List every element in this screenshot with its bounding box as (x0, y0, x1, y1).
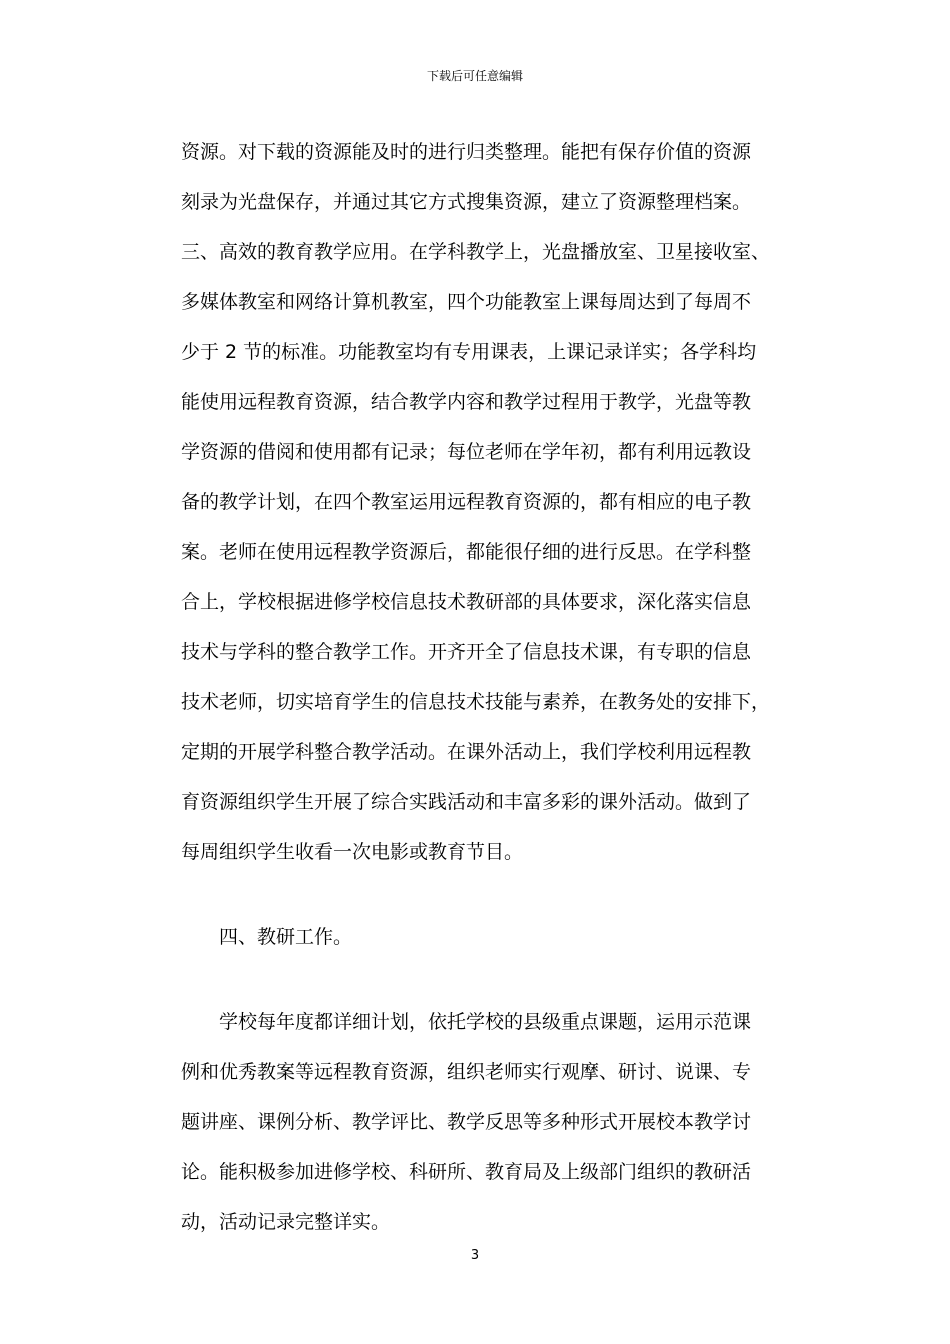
text-line: 论。能积极参加进修学校、科研所、教育局及上级部门组织的教研活 (181, 1161, 752, 1183)
paragraph-resources-application (181, 127, 771, 877)
text-line: 三、高效的教育教学应用。在学科教学上，光盘播放室、卫星接收室、 (181, 241, 771, 263)
paragraph-gap (181, 877, 771, 912)
text-line: 定期的开展学科整合教学活动。在课外活动上，我们学校利用远程教 (181, 741, 752, 763)
text-line: 技术与学科的整合教学工作。开齐开全了信息技术课，有专职的信息 (181, 641, 752, 663)
text-line: 资源。对下载的资源能及时的进行归类整理。能把有保存价值的资源 (181, 141, 752, 163)
paragraph-gap (181, 962, 771, 997)
text-line: 每周组织学生收看一次电影或教育节目。 (181, 841, 524, 863)
text-line: 少于 2 节的标准。功能教室均有专用课表，上课记录详实；各学科均 (181, 341, 757, 363)
section-heading-research (181, 912, 771, 962)
text-line: 案。老师在使用远程教学资源后，都能很仔细的进行反思。在学科整 (181, 541, 752, 563)
page-number: 3 (470, 1248, 480, 1263)
text-line: 题讲座、课例分析、教学评比、教学反思等多种形式开展校本教学讨 (181, 1111, 752, 1133)
text-line: 育资源组织学生开展了综合实践活动和丰富多彩的课外活动。做到了 (181, 791, 752, 813)
text-line: 学资源的借阅和使用都有记录；每位老师在学年初，都有利用远教设 (181, 441, 752, 463)
paragraph-research-work (181, 997, 771, 1247)
text-line: 备的教学计划，在四个教室运用远程教育资源的，都有相应的电子教 (181, 491, 752, 513)
text-line: 合上，学校根据进修学校信息技术教研部的具体要求，深化落实信息 (181, 591, 752, 613)
text-line: 刻录为光盘保存，并通过其它方式搜集资源，建立了资源整理档案。 (181, 191, 752, 213)
text-line: 能使用远程教育资源，结合教学内容和教学过程用于教学，光盘等教 (181, 391, 752, 413)
page-header: 下载后可任意编辑 (426, 69, 523, 83)
document-body (181, 127, 771, 1247)
text-line: 例和优秀教案等远程教育资源，组织老师实行观摩、研讨、说课、专 (181, 1061, 752, 1083)
text-line: 多媒体教室和网络计算机教室，四个功能教室上课每周达到了每周不 (181, 291, 752, 313)
text-line: 学校每年度都详细计划，依托学校的县级重点课题，运用示范课 (219, 1011, 752, 1033)
text-line: 四、教研工作。 (219, 926, 353, 948)
text-line: 技术老师，切实培育学生的信息技术技能与素养，在教务处的安排下， (181, 691, 771, 713)
text-line: 动，活动记录完整详实。 (181, 1211, 391, 1233)
